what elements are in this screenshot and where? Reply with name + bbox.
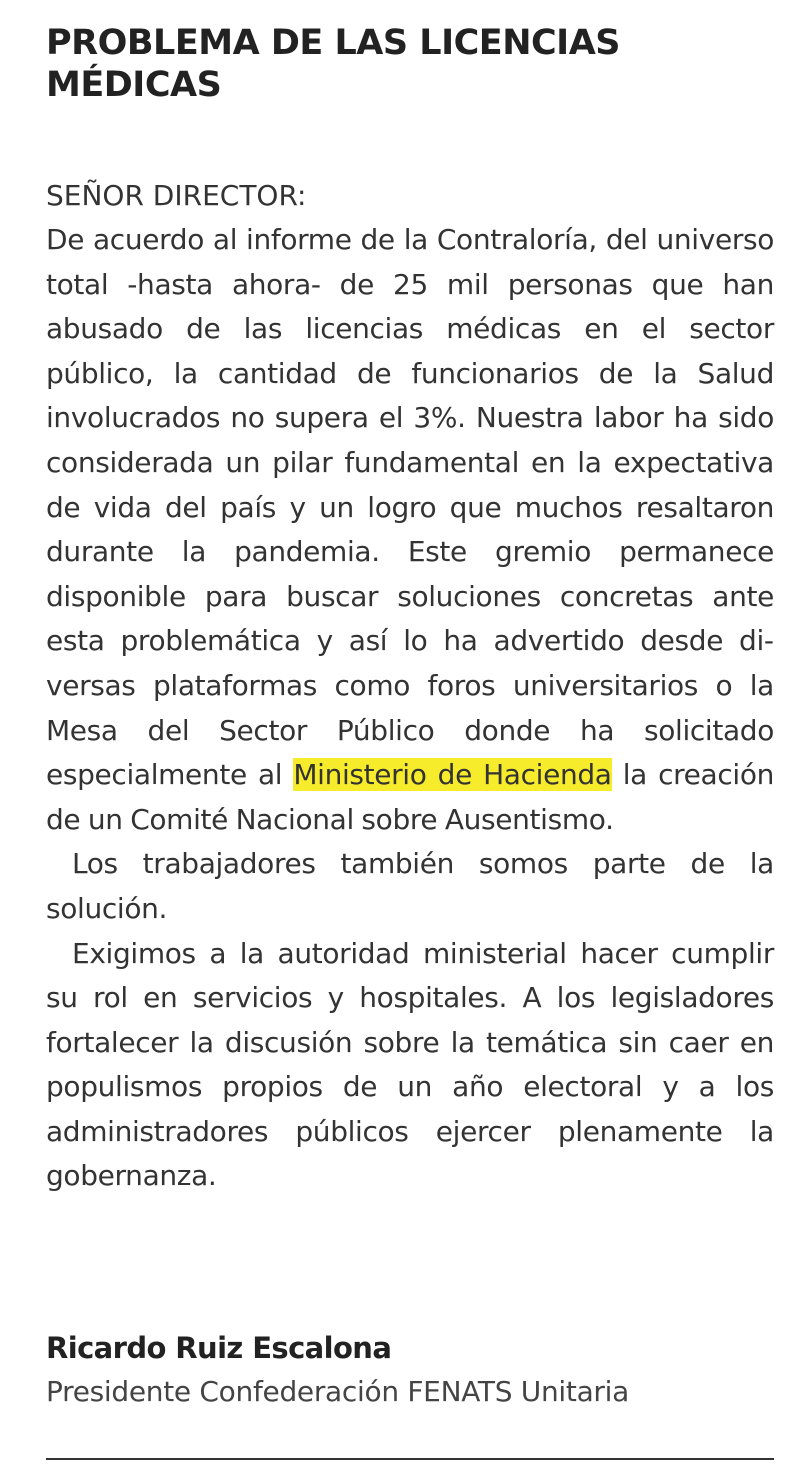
highlighted-text: Ministerio de Hacienda	[293, 758, 612, 792]
letter-article	[46, 22, 774, 1199]
salutation: SEÑOR DIRECTOR:	[46, 179, 307, 212]
letter-body	[46, 218, 774, 1199]
author-name: Ricardo Ruiz Escalona	[46, 1331, 392, 1365]
article-title	[46, 22, 774, 106]
bottom-divider	[46, 1458, 774, 1460]
author-role: Presidente Confederación FENATS Unitaria	[46, 1375, 629, 1408]
signature-block	[46, 1326, 774, 1414]
paragraph-1	[46, 218, 774, 842]
article-title-line-2: MÉDICAS	[46, 65, 222, 105]
paragraph-3: Exigimos a la autoridad ministerial hacer cumplir su rol en servicios y hospitales. A los legisladores fortalecer la discusión sobre la temática sin caer en populismos propios de un año electoral y a los administradores públicos ejercer plenamente la gobernanza.	[46, 936, 774, 1193]
article-title-line-1: PROBLEMA DE LAS LICENCIAS	[46, 23, 620, 63]
paragraph-2: Los trabajadores también somos parte de la solución.	[46, 847, 774, 925]
paragraph-1-text-start: De acuerdo al informe de la Contraloría, del universo total -hasta ahora- de 25 mil personas que han abusado de las licencias médicas en el sector público, la cantidad de funcionarios de la Salud involucrados no supera el 3%. Nuestra labor ha sido considerada un pilar fundamental en la expectativa de vida del país y un logro que muchos resaltaron durante la pandemia. Este gremio permanece disponible para buscar soluciones concretas ante esta problemática y así lo ha advertido desde diversas plataformas como foros universitarios o la Mesa del Sector Público donde ha solicitado especialmente al	[46, 223, 774, 792]
paragraph-1-text-end: la creación de un Comité Nacional sobre Ausentismo.	[46, 758, 775, 836]
